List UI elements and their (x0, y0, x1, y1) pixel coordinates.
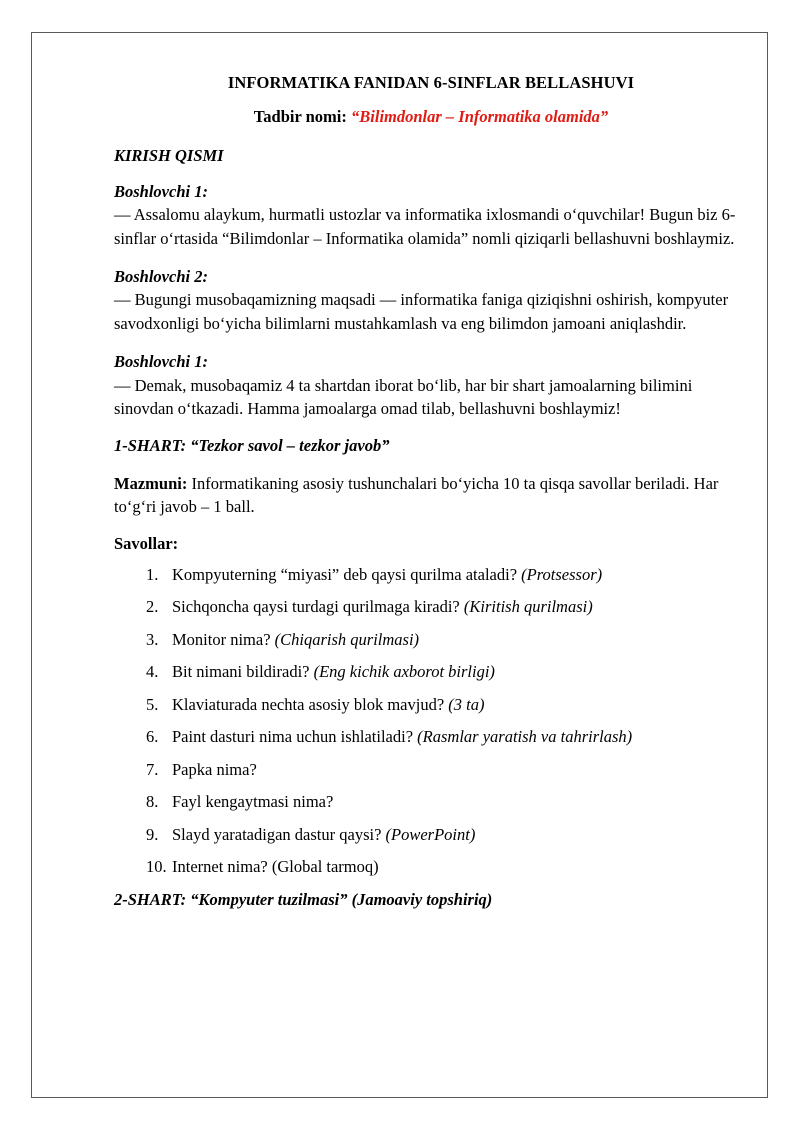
list-item-question: Fayl kengaytmasi nima? (172, 792, 334, 812)
list-item-answer: (Kiritish qurilmasi) (463, 597, 593, 617)
speaker-label: Boshlovchi 2: (114, 266, 208, 286)
list-item-answer: (3 ta) (448, 694, 485, 714)
list-item-number: 3. (146, 629, 159, 649)
dialogue-text: — Assalomu alaykum, hurmatli ustozlar va informatika ixlosmandi o‘quvchilar! Bugun biz 6-sinflar o‘rtasida “Bilimdonlar – Informatika olamida” nomli qiziqarli bellashuvni boshlaymiz. (114, 205, 736, 248)
dialogue-text: — Bugungi musobaqamizning maqsadi — informatika faniga qiziqishni oshirish, kompyuter savodxonligi bo‘yicha bilimlarni mustahkamlash va eng bilimdon jamoani aniqlashdir. (114, 290, 729, 333)
list-item-number: 4. (146, 662, 159, 682)
list-item-number: 10. (146, 856, 167, 876)
list-item-question: Bit nimani bildiradi? (172, 662, 310, 682)
speaker-label: Boshlovchi 1: (114, 181, 208, 201)
list-item-question: Internet nima? (172, 856, 268, 876)
list-item-number: 8. (146, 792, 159, 812)
list-item-answer: (Chiqarish qurilmasi) (274, 629, 420, 649)
dialogue-block-1 (114, 180, 748, 250)
section-heading-intro: KIRISH QISMI (114, 146, 224, 166)
mazmuni-text: Informatikaning asosiy tushunchalari bo‘yicha 10 ta qisqa savollar beriladi. Har to‘g‘ri javob – 1 ball. (114, 473, 719, 517)
section-heading-shart-2: 2-SHART: “Kompyuter tuzilmasi” (Jamoaviy topshiriq) (114, 890, 493, 910)
document-page (31, 32, 768, 1098)
section-heading-shart-1: 1-SHART: “Tezkor savol – tezkor javob” (114, 436, 390, 456)
list-item-number: 1. (146, 565, 159, 585)
list-item-question: Papka nima? (172, 759, 257, 779)
list-item-answer: (Protsessor) (521, 565, 603, 585)
list-item (114, 856, 748, 877)
list-item-question: Kompyuterning “miyasi” deb qaysi qurilma ataladi? (172, 565, 518, 585)
list-item (114, 661, 748, 682)
list-item (114, 726, 748, 747)
question-list (114, 564, 748, 877)
list-item-answer: (Eng kichik axborot birligi) (313, 662, 495, 682)
speaker-label: Boshlovchi 1: (114, 352, 208, 372)
page-title: INFORMATIKA FANIDAN 6-SINFLAR BELLASHUVI (227, 73, 635, 92)
list-item-answer: (Rasmlar yaratish va tahrirlash) (417, 727, 633, 747)
questions-label: Savollar: (114, 533, 179, 553)
list-item (114, 759, 748, 780)
list-item-answer: (Global tarmoq) (271, 856, 379, 876)
dialogue-text: — Demak, musobaqamiz 4 ta shartdan iborat bo‘lib, har bir shart jamoalarning bilimini sinovdan o‘tkazadi. Hamma jamoalarga omad tilab, bellashuvni boshlaymiz! (114, 375, 693, 419)
list-item (114, 564, 748, 585)
mazmuni-label: Mazmuni: (114, 473, 188, 493)
list-item-question: Paint dasturi nima uchun ishlatiladi? (172, 727, 414, 747)
list-item-question: Slayd yaratadigan dastur qaysi? (172, 824, 382, 844)
event-subtitle-value: “Bilimdonlar – Informatika olamida” (351, 106, 609, 126)
dialogue-block-2 (114, 265, 748, 335)
list-item (114, 824, 748, 845)
dialogue-block-3 (114, 350, 748, 420)
shart-1-description (114, 472, 748, 519)
list-item-number: 6. (146, 727, 159, 747)
list-item-number: 7. (146, 759, 159, 779)
list-item-number: 5. (146, 694, 159, 714)
list-item-question: Klaviaturada nechta asosiy blok mavjud? (172, 694, 445, 714)
event-subtitle-label: Tadbir nomi: (253, 106, 347, 126)
list-item-question: Monitor nima? (172, 629, 271, 649)
list-item (114, 694, 748, 715)
list-item-number: 2. (146, 597, 159, 617)
event-subtitle (114, 107, 748, 128)
document-content (114, 73, 748, 912)
list-item-question: Sichqoncha qaysi turdagi qurilmaga kiradi? (172, 597, 460, 617)
list-item (114, 629, 748, 650)
list-item (114, 791, 748, 812)
list-item (114, 596, 748, 617)
list-item-answer: (PowerPoint) (385, 824, 476, 844)
list-item-number: 9. (146, 824, 159, 844)
